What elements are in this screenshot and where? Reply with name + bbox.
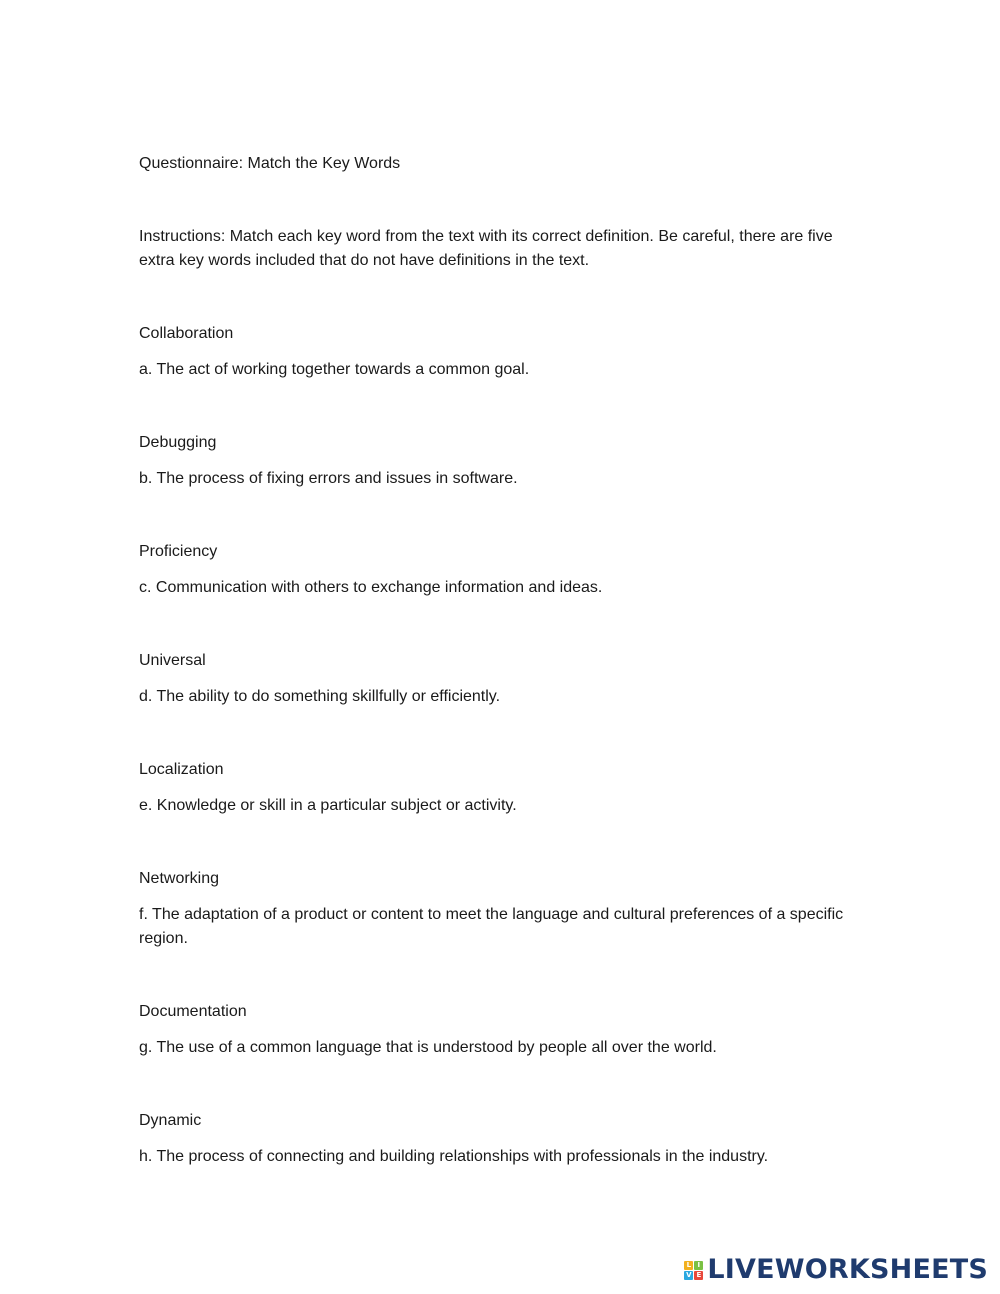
- keyword-label: Universal: [139, 652, 206, 669]
- definition-text: f. The adaptation of a product or content to meet the language and cultural preferences of a specific region.: [139, 906, 844, 947]
- definition-text: b. The process of fixing errors and issues in software.: [139, 470, 518, 487]
- list-item: [139, 540, 859, 600]
- logo-mark-letter: I: [694, 1261, 703, 1270]
- logo-mark-letter: E: [694, 1271, 703, 1280]
- definition-text: e. Knowledge or skill in a particular subject or activity.: [139, 797, 517, 814]
- list-item: [139, 431, 859, 491]
- keyword-label: Collaboration: [139, 325, 234, 342]
- list-item: [139, 758, 859, 818]
- definition-text: c. Communication with others to exchange information and ideas.: [139, 579, 603, 596]
- list-item: [139, 649, 859, 709]
- liveworksheets-logo: [684, 1254, 988, 1286]
- logo-mark-letter: L: [684, 1261, 693, 1270]
- logo-mark-letter: V: [686, 1270, 692, 1279]
- list-item: [139, 867, 859, 951]
- definition-text: d. The ability to do something skillfully or efficiently.: [139, 688, 501, 705]
- definition-text: h. The process of connecting and building relationships with professionals in the industry.: [139, 1148, 769, 1165]
- keyword-label: Debugging: [139, 434, 217, 451]
- list-item: [139, 1000, 859, 1060]
- list-item: [139, 322, 859, 382]
- keyword-label: Networking: [139, 870, 220, 887]
- logo-mark-icon: [684, 1261, 703, 1280]
- page-title: Questionnaire: Match the Key Words: [139, 155, 401, 172]
- definition-text: g. The use of a common language that is understood by people all over the world.: [139, 1039, 717, 1056]
- keyword-label: Dynamic: [139, 1112, 202, 1129]
- worksheet-content: [139, 152, 859, 1169]
- definition-text: a. The act of working together towards a common goal.: [139, 361, 530, 378]
- logo-text: LIVEWORKSHEETS: [707, 1254, 988, 1285]
- keyword-list: [139, 322, 859, 1169]
- keyword-label: Documentation: [139, 1003, 247, 1020]
- instructions-text: Instructions: Match each key word from the text with its correct definition. Be careful, there are five extra key words included that do not have definitions in the text.: [139, 228, 833, 269]
- keyword-label: Proficiency: [139, 543, 218, 560]
- list-item: [139, 1109, 859, 1169]
- keyword-label: Localization: [139, 761, 224, 778]
